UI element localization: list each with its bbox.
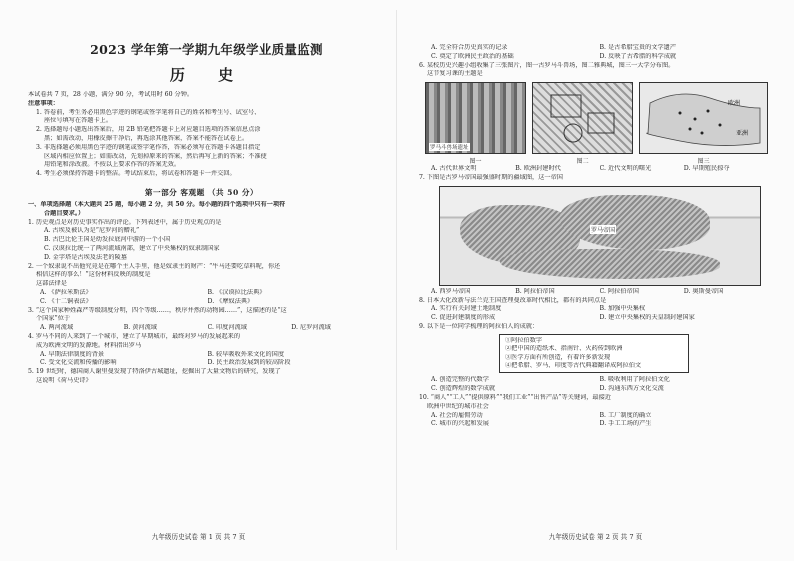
figure-1-note: 罗马斗兽场遗址	[430, 145, 469, 152]
section-heading: 一、单项选择题（本大题共 25 题，每小题 2 分，共 50 分。每小题的四个选项中只有一项符	[28, 200, 286, 208]
option: B. 吸收利用了阿拉伯文化	[599, 376, 670, 384]
option: B. 欧洲封建时代	[515, 165, 561, 173]
question-6: 6. 某校历史兴趣小组收集了三张图片，图一古罗马斗兽场，图二雅典城，图三一大学分布图。	[419, 61, 675, 69]
option-row	[419, 376, 768, 385]
option-row	[419, 412, 768, 421]
question-4: 4. 罗马不同的人来到了一个城市，建立了早期城市，最终对罗马的发展起来的	[28, 332, 241, 340]
city-plan-graphic	[533, 83, 633, 153]
notice-line: 座位号填写在答题卡上。	[44, 117, 113, 125]
option: C. 阿拉伯帝国	[599, 287, 639, 295]
option: D. 反映了古希腊的科学成就	[599, 52, 677, 60]
option: D. 奥斯曼帝国	[683, 287, 724, 295]
exam-intro: 本试卷共 7 页，28 小题，满分 90 分，考试用时 60 分钟。	[28, 91, 194, 98]
option: D. 金字塔是古埃及法老的陵墓	[44, 253, 127, 261]
map-landmass	[500, 249, 720, 279]
option: D. 手工工场的产生	[599, 420, 652, 428]
option: C. 近代文明的曙光	[599, 165, 652, 173]
figure-2-map	[532, 82, 633, 154]
option: C. 城市的兴起和发展	[431, 420, 489, 428]
option: B. 黄河流域	[123, 324, 157, 332]
box-line: ③医学方面有所创造，有着许多新发现	[505, 353, 611, 361]
option-row	[28, 351, 375, 360]
figure-group	[425, 82, 768, 154]
question-2-cont: 相信这样的事么！”这份材料反映的制度是	[36, 271, 151, 279]
figure-caption: 图二	[576, 158, 589, 166]
notice-line: 2. 选择题每小题选出答案后，用 2B 铅笔把答题卡上对应题目选项的答案信息点涂	[36, 126, 261, 134]
option-row	[419, 420, 768, 429]
option-row	[419, 44, 768, 53]
question-9: 9. 以下是一位同学梳理的阿拉伯人的成就：	[419, 322, 539, 330]
option-row	[28, 324, 375, 333]
map-landmass	[560, 195, 710, 250]
part-heading: 第一部分 客观题 （共 50 分）	[144, 187, 259, 197]
page-2	[397, 0, 794, 561]
europe-map-graphic	[640, 83, 768, 153]
question-2-cont: 这部法律是	[36, 280, 67, 288]
figure-captions	[425, 156, 768, 165]
option-row	[419, 288, 768, 297]
question-6-cont: 这节复习课的主题是	[427, 70, 483, 78]
box-line: ①阿拉伯数字	[505, 336, 543, 344]
question-10-cont: 欧洲中世纪的城市社会	[427, 402, 489, 410]
roman-empire-map	[439, 186, 761, 286]
option: D. 建立中央集权的天皇制封建国家	[599, 314, 695, 322]
notice-line: 黑；如需改动，用橡皮擦干净后，再选涂其他答案，答案不能答在试卷上。	[44, 134, 249, 142]
map-label-asia: 亚洲	[736, 130, 749, 138]
option: B. 加强中央集权	[599, 305, 646, 313]
option: B. 《汉谟拉比法典》	[207, 288, 266, 296]
option: A. 早期法律制度的背景	[40, 350, 105, 358]
exam-title: 2023 学年第一学期九年级学业质量监测	[90, 42, 323, 57]
question-8: 8. 日本大化改新与法兰克王国查理曼改革时代相比，都有的共同点是	[419, 296, 607, 304]
option: D. 《摩奴法典》	[207, 297, 254, 305]
notice-line: 区域内相应位置上；如需改动，先划掉原来的答案，然后再写上新的答案；不准使	[44, 152, 267, 160]
option: A. 创造完整的代数学	[431, 376, 489, 384]
notice-line: 1. 答卷前，考生务必用黑色字迹的钢笔或签字笔将自己的姓名和考生号、试室号、	[36, 108, 261, 116]
option: A. 社会的雇佣劳动	[431, 411, 483, 419]
option: A. 完全符合历史真实的记录	[431, 44, 508, 51]
map-label: 罗马帝国	[591, 226, 616, 234]
notice-line: 用铅笔和涂改液。不按以上要求作答的答案无效。	[44, 161, 181, 169]
option: A. 《萨拉米斯法》	[40, 288, 92, 296]
question-1: 1. 历史观点是对历史事实作出的评论。下列表述中，属于历史观点的是	[28, 218, 222, 226]
option: D. 沟通东西方文化交流	[599, 385, 664, 393]
option: C. 促进封建制度的形成	[431, 314, 496, 322]
option-row	[419, 314, 768, 323]
box-line: ②把中国的造纸术、指南针、火药传到欧洲	[505, 345, 623, 353]
option: C. 创造辉煌的数学成就	[431, 385, 496, 393]
option-row	[419, 165, 768, 174]
question-2: 2. 一个奴隶说不出他究竟是在哪个主人手里，他是奴隶主的财产：“牛马还要吃草料呢，你还	[28, 262, 281, 270]
option-row	[28, 298, 375, 307]
box-line: ④把希腊、罗马、印度等古代典籍翻译成阿拉伯文	[505, 361, 642, 369]
option: C. 印度河流域	[207, 324, 247, 332]
question-7: 7. 下图是古罗马帝国最强盛时期的疆域图，这一帝国	[419, 173, 563, 181]
option: B. 是古希腊宝贵的文学遗产	[599, 44, 677, 51]
option: D. 早期殖民掠夺	[683, 165, 730, 173]
figure-caption: 图三	[697, 158, 710, 166]
page-footer: 九年级历史试卷 第 2 页 共 7 页	[548, 533, 643, 541]
notice-title: 注意事项：	[28, 99, 59, 107]
option: B. 阿拉伯帝国	[515, 287, 555, 295]
option: C. 奠定了欧洲民主政治的基础	[431, 52, 514, 60]
notice-line: 4. 考生必须保持答题卡的整洁。考试结束后，将试卷和答题卡一并交回。	[36, 170, 236, 178]
option-row	[28, 289, 375, 298]
notice-line: 3. 非选择题必须用黑色字迹的钢笔或签字笔作答，答案必须写在答题卡各题目指定	[36, 143, 261, 151]
question-3: 3. “这个国家种姓森严等级制度分明，四个等级……，秩序井然的动物园……”，这描述的是“这	[28, 306, 287, 314]
option: B. 古巴比伦王国是幼发拉底河中游的一个小国	[44, 236, 171, 244]
question-4-cont: 成为欧洲文明的发源地。材料指出罗马	[36, 341, 142, 349]
option-row	[419, 305, 768, 314]
option-row	[28, 359, 375, 368]
option-row	[419, 385, 768, 394]
question-10: 10. “商人”“工人”“提供原料”“我们工业”“出售产品”等关键词，最接近	[419, 393, 611, 401]
figure-caption: 图一	[469, 158, 482, 166]
map-label-europe: 欧洲	[728, 100, 741, 108]
option: D. 尼罗河流域	[291, 324, 331, 332]
option: B. 较早吸收外来文化的国度	[207, 350, 285, 358]
option: C. 《十二铜表法》	[40, 297, 92, 305]
option: D. 民主政治发展到的较高阶段	[207, 359, 291, 367]
figure-3-map	[639, 82, 768, 154]
option: A. 古代世界文明	[431, 165, 477, 173]
option: C. 汉谟拉比统一了两河流域南部，建立了中央集权的奴隶制国家	[44, 244, 220, 252]
option-row	[419, 53, 768, 62]
question-5: 5. 19 世纪时，德国商人谢里曼发现了特洛伊古城遗址，挖掘出了大量文物后的研究，发现了	[28, 368, 281, 376]
achievement-box	[499, 334, 689, 374]
option: B. 工厂制度的确立	[599, 411, 652, 419]
option: C. 受文化交流和传播的影响	[40, 359, 117, 367]
question-3-cont: 个国家”位于	[36, 315, 71, 323]
option: A. 古埃及被认为是“尼罗河的赠礼”	[44, 227, 140, 235]
question-5-cont: 这说明《荷马史诗》	[36, 376, 92, 384]
figure-1-photo	[425, 82, 526, 154]
page-footer: 九年级历史试卷 第 1 页 共 7 页	[151, 533, 246, 541]
subject-title: 历 史	[169, 66, 248, 84]
option: A. 实行有关封建土地制度	[431, 305, 502, 313]
option: A. 两河流域	[40, 324, 74, 332]
section-heading: 合题目要求。）	[44, 209, 85, 217]
option: A. 西罗马帝国	[431, 287, 471, 295]
